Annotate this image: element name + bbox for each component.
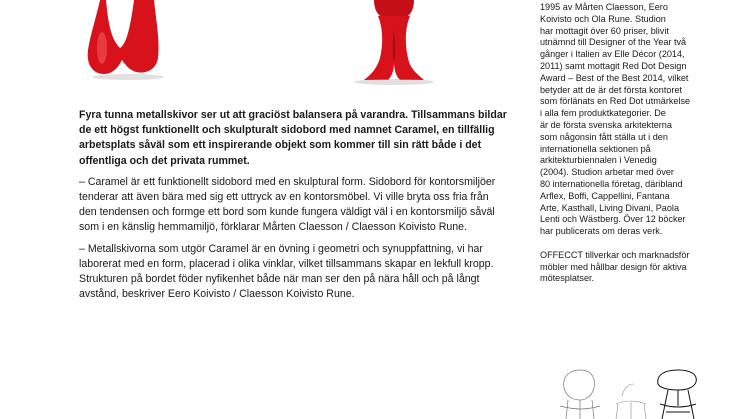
- about-line: Lenti och Wästberg. Över 12 böcker: [540, 214, 686, 225]
- about-studio-text: [540, 2, 740, 238]
- about-line: Arte, Kasthall, Living Divani, Paola: [540, 202, 680, 213]
- about-line: som någonsin fått ställa ut i den: [540, 131, 668, 142]
- about-line: Arflex, Boffi, Cappellini, Fantana: [540, 190, 670, 201]
- about-line: arkitekturbiennalen i Venedig: [540, 155, 657, 166]
- main-text-column: [79, 108, 509, 308]
- table-shadow: [92, 74, 164, 80]
- about-line: har mottagit över 60 priser, blivit: [540, 25, 669, 36]
- about-line: Award – Best of the Best 2014, vilket: [540, 72, 689, 83]
- about-line: (2004). Studion arbetar med över: [540, 167, 674, 178]
- about-line: gånger i Italien av Elle Décor (2014,: [540, 49, 685, 60]
- caramel-table-image-right: [348, 0, 440, 86]
- sketch-chair-right: [658, 370, 697, 419]
- sketch-chair-middle: [616, 384, 646, 419]
- about-line: som förlänats en Red Dot utmärkelse: [540, 96, 691, 107]
- about-line: 1995 av Mårten Claesson, Eero: [540, 2, 668, 12]
- about-line: utnämnd till Designer of the Year två: [540, 37, 687, 48]
- offecct-line: OFFECCT tillverkar och marknadsför: [540, 249, 690, 260]
- offecct-line: möbler med hållbar design för aktiva: [540, 261, 687, 272]
- about-line: är de första svenska arkitekterna: [540, 119, 672, 130]
- table-highlight: [97, 32, 107, 64]
- about-line: 2011) samt mottagit Red Dot Design: [540, 60, 687, 71]
- offecct-text: [540, 250, 740, 285]
- about-line: internationella sektionen på: [540, 143, 651, 154]
- table-body: [88, 0, 159, 74]
- table-top: [374, 0, 414, 18]
- about-line: har publicerats om deras verk.: [540, 226, 663, 237]
- furniture-sketches: [556, 366, 706, 419]
- paragraph-gap: [540, 238, 740, 250]
- sketch-chair-left: [560, 370, 600, 419]
- sidebar-text-column: [540, 0, 740, 285]
- lead-paragraph: Fyra tunna metallskivor ser ut att graciöst balansera på varandra. Tillsammans bildar de ett högst funktionellt och skulpturalt sidobord med namnet Caramel, en tillfällig arbetsplats såväl som ett inspirerande objekt som kommer till sin rätt både i det offentliga och det privata rummet.: [79, 109, 507, 167]
- table-shadow: [354, 79, 434, 85]
- about-line: betyder att de är det första kontoret: [540, 84, 683, 95]
- quote-paragraph-2: – Metallskivorna som utgör Caramel är en övning i geometri och synuppfattning, vi har laborerat med en form, placerad i olika vinklar, vilket tillsammans skapar en lekfull kropp. Strukturen på bordet föder nyfikenhet både när man ser den på nära håll och på långt avstånd, beskriver Eero Koivisto / Claesson Koivisto Rune.: [79, 242, 494, 301]
- offecct-line: mötesplatser.: [540, 273, 595, 284]
- quote-paragraph-1: – Caramel är ett funktionellt sidobord med en skulptural form. Sidobord för kontorsmiljöer tenderar att även bära med sig ett uttryck av en kontorsmöbel. Vi ville bryta oss fria från den tendensen och formge ett bord som kunde fungera väldigt väl i en kontorsmiljö såväl som i en känslig hemmamiljö, förklarar Mårten Claesson / Claesson Koivisto Rune.: [79, 175, 496, 234]
- about-line: 80 internationella företag, däribland: [540, 178, 683, 189]
- about-line: Koivisto och Ola Rune. Studion: [540, 13, 666, 24]
- caramel-table-image-left: [82, 0, 174, 80]
- about-line: i alla fem produktkategorier. De: [540, 108, 666, 119]
